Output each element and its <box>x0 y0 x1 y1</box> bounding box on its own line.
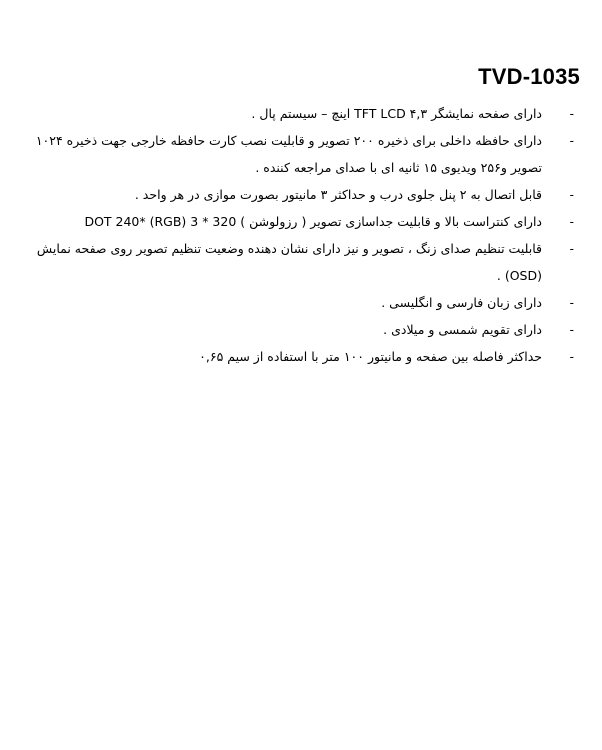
bullet-dash: - <box>569 295 574 310</box>
bullet-dash: - <box>569 349 574 364</box>
bullet-dash: - <box>569 214 574 229</box>
spec-text-osd: قابلیت تنظیم صدای زنگ ، تصویر و نیز دارای نشان دهنده وضعیت تنظیم تصویر روی صفحه نمایش (OSD) . <box>36 241 542 283</box>
spec-text-connectivity: قابل اتصال به ۲ پنل جلوی درب و حداکثر ۳ مانیتور بصورت موازی در هر واحد . <box>134 187 542 202</box>
spec-item <box>22 127 580 181</box>
bullet-dash: - <box>569 241 574 256</box>
bullet-dash: - <box>569 322 574 337</box>
spec-text-resolution: دارای کنتراست بالا و قابلیت جداسازی تصویر ( رزولوشن ) DOT 240* (RGB) 3 * 320 <box>84 214 542 229</box>
spec-text-distance: حداکثر فاصله بین صفحه و مانیتور ۱۰۰ متر با استفاده از سیم ۰,۶۵ <box>199 349 542 364</box>
spec-text-memory: دارای حافظه داخلی برای ذخیره ۲۰۰ تصویر و قابلیت نصب کارت حافظه خارجی جهت ذخیره ۱۰۲۴ تصویر و۲۵۶ ویدیوی ۱۵ ثانیه ای با صدای مراجعه کننده . <box>35 133 542 175</box>
spec-item <box>22 100 580 127</box>
document-title: TVD-1035 <box>478 64 580 89</box>
spec-item <box>22 343 580 370</box>
spec-item <box>22 289 580 316</box>
bullet-dash: - <box>569 133 574 148</box>
spec-item <box>22 316 580 343</box>
spec-item <box>22 181 580 208</box>
spec-text-language: دارای زبان فارسی و انگلیسی . <box>381 295 542 310</box>
bullet-dash: - <box>569 187 574 202</box>
spec-text-display: دارای صفحه نمایشگر TFT LCD ۴,۳ اینچ – سیستم پال . <box>251 106 542 121</box>
spec-item <box>22 235 580 289</box>
spec-item <box>22 208 580 235</box>
spec-text-calendar: دارای تقویم شمسی و میلادی . <box>383 322 542 337</box>
spec-list <box>22 100 580 370</box>
bullet-dash: - <box>569 106 574 121</box>
